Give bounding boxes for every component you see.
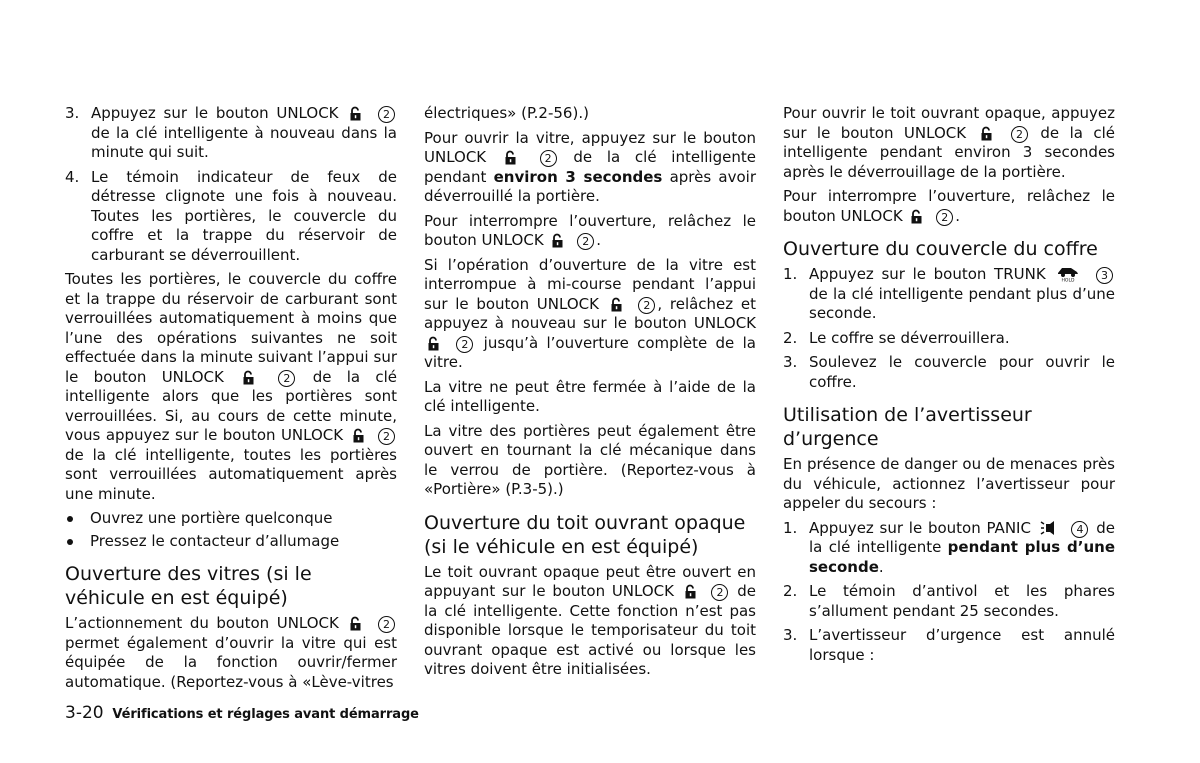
section-heading: Ouverture du toit ouvrant opaque (si le véhicule en est équipé) xyxy=(424,511,746,558)
list-item-4 xyxy=(65,168,397,266)
list-item-1: 1. Appuyez sur le bouton TRUNK HOLD 3 de la clé intelligente pendant plus d’une seconde. xyxy=(783,265,1115,322)
circled-number-2: 2 xyxy=(378,106,395,123)
item-number: 1. xyxy=(783,265,798,283)
circled-number-2: 2 xyxy=(378,428,395,445)
trunk-icon xyxy=(1056,265,1080,282)
item-number: 2. xyxy=(783,328,798,347)
circled-number-4: 4 xyxy=(1071,521,1088,538)
list-item-3 xyxy=(65,104,397,163)
paragraph: Toutes les portières, le couvercle du coffre et la trappe du réservoir de carburant sont verrouillées automatiquement à moins que l’une des opérations suivantes ne soit effectuée dans la minute suivant l’appui sur le bouton UNLOCK 2 de la clé intelligente alors que les portières sont verrouillées. Si, au cours de cette minute, vous appuyez sur le bouton UNLOCK 2 de la clé intelligente, toutes les portières sont verrouillées automatiquement après une minute. xyxy=(65,270,397,503)
paragraph: électriques» (P.2-56).) xyxy=(424,104,589,122)
unlock-icon xyxy=(684,584,697,599)
trunk-icon-label: HOLD xyxy=(1061,278,1075,282)
item-text: Appuyez sur le bouton UNLOCK xyxy=(91,104,339,122)
section-title: Vérifications et réglages avant démarrage xyxy=(112,707,419,722)
bullet-item: Pressez le contacteur d’allumage xyxy=(65,532,397,552)
bullet-dot-icon xyxy=(65,532,90,552)
circled-number-3: 3 xyxy=(1096,267,1113,284)
paragraph: Pour ouvrir le toit ouvrant opaque, appuyez sur le bouton UNLOCK 2 de la clé intelligente pendant environ 3 secondes après le déverrouillage de la portière. xyxy=(783,104,1115,181)
column-2 xyxy=(424,104,756,685)
unlock-icon xyxy=(349,616,362,631)
paragraph: Pour interrompre l’ouverture, relâchez le bouton UNLOCK 2 . xyxy=(783,187,1115,225)
item-text: de la clé intelligente à nouveau dans la minute qui suit. xyxy=(91,123,397,161)
list-item-2: 2. Le témoin d’antivol et les phares s’allument pendant 25 secondes. xyxy=(783,582,1115,620)
section-heading: Ouverture des vitres (si le véhicule en est équipé) xyxy=(65,563,312,609)
item-number: 2. xyxy=(783,582,798,600)
unlock-icon xyxy=(427,336,440,351)
panic-icon xyxy=(1040,520,1058,536)
paragraph: Pour ouvrir la vitre, appuyez sur le bouton UNLOCK 2 de la clé intelligente pendant environ 3 secondes après avoir déverrouillé la portière. xyxy=(424,128,756,205)
unlock-icon xyxy=(352,428,365,443)
circled-number-2: 2 xyxy=(278,370,295,387)
circled-number-2: 2 xyxy=(378,616,395,633)
unlock-icon xyxy=(349,106,362,121)
list-item-1: 1. Appuyez sur le bouton PANIC 4 de la clé intelligente pendant plus d’une seconde. xyxy=(783,518,1115,576)
paragraph: Le toit ouvrant opaque peut être ouvert en appuyant sur le bouton UNLOCK 2 de la clé intelligente. Cette fonction n’est pas disponible lorsque le temporisateur du toit ouvrant opaque est activé ou lorsque les vitres doivent être initialisées. xyxy=(424,562,756,678)
unlock-icon xyxy=(980,126,993,141)
circled-number-2: 2 xyxy=(577,233,594,250)
item-number: 3. xyxy=(783,626,798,644)
circled-number-2: 2 xyxy=(711,584,728,601)
unlock-icon xyxy=(242,370,255,385)
item-number: 4. xyxy=(65,167,80,186)
item-text: Le témoin indicateur de feux de détresse clignote une fois à nouveau. Toutes les portières, le couvercle du coffre et la trappe du réservoir de carburant se déverrouillent. xyxy=(91,167,397,264)
page-number: 3-20 xyxy=(65,703,104,723)
paragraph: La vitre des portières peut également être ouvert en tournant la clé mécanique dans le verrou de portière. (Reportez-vous à «Portière» (P.3-5).) xyxy=(424,421,756,498)
circled-number-2: 2 xyxy=(638,297,655,314)
bullet-item: Ouvrez une portière quelconque xyxy=(65,509,397,529)
page-footer xyxy=(65,704,419,725)
column-1 xyxy=(65,104,397,697)
section-heading: Utilisation de l’avertisseur d’urgence xyxy=(783,404,1032,450)
unlock-icon xyxy=(610,297,623,312)
bullet-dot-icon xyxy=(65,509,90,529)
unlock-icon xyxy=(504,150,517,165)
circled-number-2: 2 xyxy=(540,150,557,167)
unlock-icon xyxy=(551,233,564,248)
item-number: 1. xyxy=(783,518,798,537)
unlock-icon xyxy=(910,209,923,224)
paragraph: En présence de danger ou de menaces près du véhicule, actionnez l’avertisseur pour appeler du secours : xyxy=(783,455,1115,512)
paragraph: Pour interrompre l’ouverture, relâchez le bouton UNLOCK 2 . xyxy=(424,211,756,249)
circled-number-2: 2 xyxy=(1011,126,1028,143)
paragraph: Si l’opération d’ouverture de la vitre est interrompue à mi-course pendant l’appui sur le bouton UNLOCK 2 , relâchez et appuyez à nouveau sur le bouton UNLOCK 2 jusqu’à l’ouverture complète de la vitre. xyxy=(424,255,756,371)
paragraph: La vitre ne peut être fermée à l’aide de la clé intelligente. xyxy=(424,377,756,415)
circled-number-2: 2 xyxy=(456,336,473,353)
paragraph: L’actionnement du bouton UNLOCK 2 permet également d’ouvrir la vitre qui est équipée de la fonction ouvrir/fermer automatique. (Reportez-vous à «Lève-vitres xyxy=(65,614,397,691)
column-3 xyxy=(783,104,1115,670)
circled-number-2: 2 xyxy=(936,209,953,226)
list-item-3: 3. Soulevez le couvercle pour ouvrir le coffre. xyxy=(783,353,1115,391)
list-item-2: 2. Le coffre se déverrouillera. xyxy=(783,328,1010,347)
item-number: 3. xyxy=(65,104,80,122)
list-item-3: 3. L’avertisseur d’urgence est annulé lorsque : xyxy=(783,626,1115,664)
section-heading: Ouverture du couvercle du coffre xyxy=(783,238,1098,260)
item-number: 3. xyxy=(783,353,798,371)
